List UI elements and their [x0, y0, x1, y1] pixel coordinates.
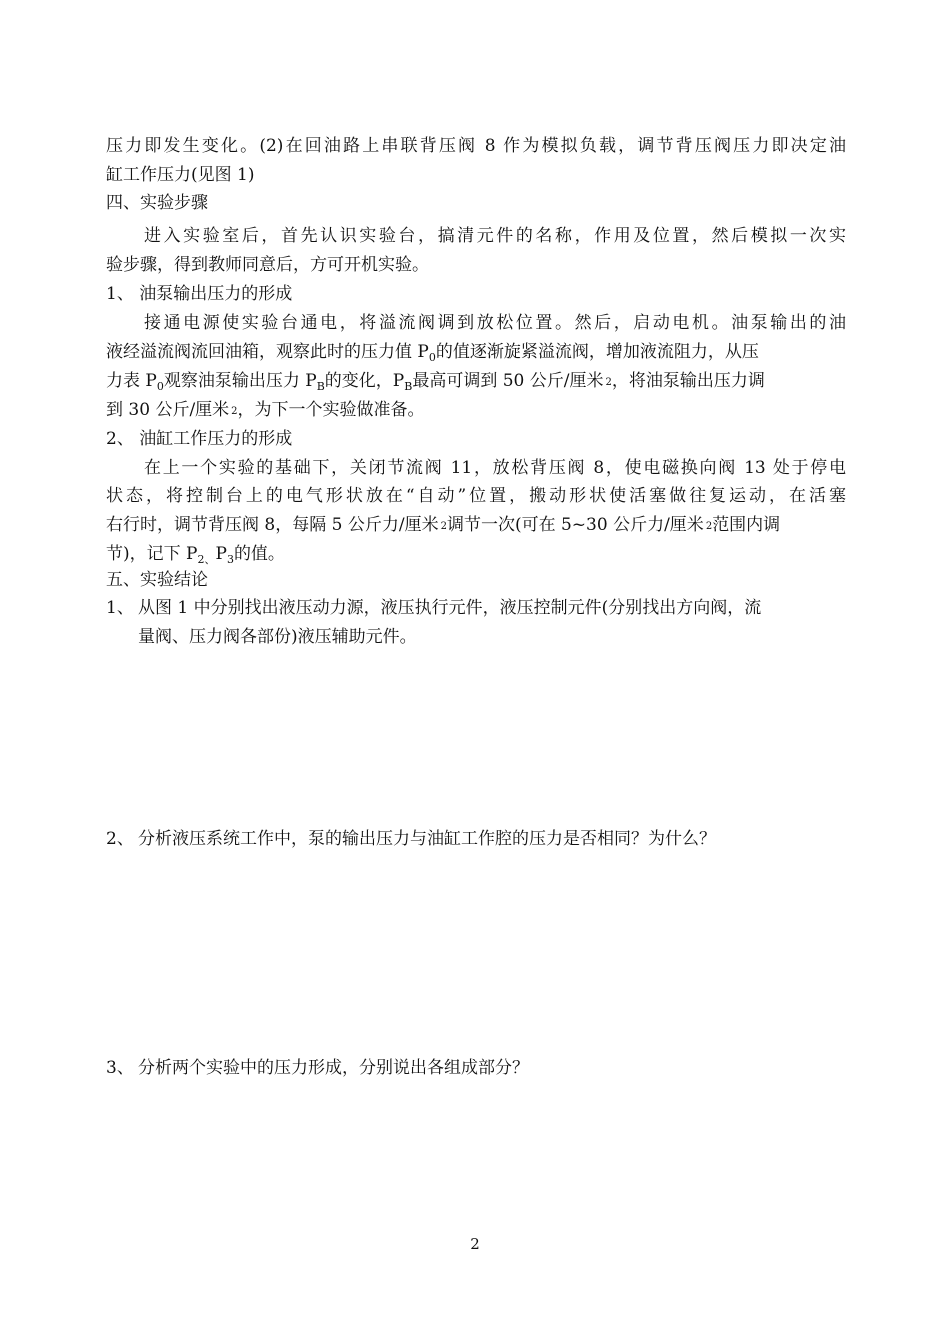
superscript: 2 — [605, 377, 612, 388]
text-run: 最高可调到 50 公斤/厘米 — [412, 371, 604, 391]
body-line — [106, 513, 846, 537]
question-text: 从图 1 中分别找出液压动力源，液压执行元件，液压控制元件(分别找出方向阀，流 — [138, 598, 762, 618]
question-number: 3、 — [106, 1058, 134, 1078]
body-line — [106, 542, 846, 566]
text-run: 力表 P — [106, 371, 157, 391]
body-line — [106, 369, 846, 393]
subscript: 0 — [428, 351, 436, 364]
subsection-heading: 2、 油缸工作压力的形成 — [106, 429, 293, 449]
question-3 — [106, 1056, 529, 1080]
text-run: 节)，记下 P — [106, 544, 198, 564]
superscript: 2 — [440, 521, 447, 532]
section-heading: 四、实验步骤 — [106, 193, 208, 213]
body-line: 接通电源使实验台通电，将溢流阀调到放松位置。然后，启动电机。油泵输出的油 — [144, 313, 846, 333]
subscript: B — [404, 380, 413, 393]
question-1-continuation: 量阀、压力阀各部份)液压辅助元件。 — [138, 627, 417, 647]
text-run: 调节一次(可在 5~30 公斤力/厘米 — [446, 515, 704, 535]
body-line — [106, 340, 846, 364]
question-text: 分析两个实验中的压力形成，分别说出各组成部分？ — [138, 1058, 529, 1078]
section-heading: 五、实验结论 — [106, 570, 208, 590]
question-number: 2、 — [106, 829, 134, 849]
subscript: B — [316, 380, 325, 393]
subscript: 0 — [156, 380, 164, 393]
page-number: 2 — [470, 1235, 480, 1253]
question-number: 1、 — [106, 598, 134, 618]
question-text: 分析液压系统工作中，泵的输出压力与油缸工作腔的压力是否相同？为什么？ — [138, 829, 716, 849]
text-run: P — [215, 544, 227, 564]
superscript: 2 — [231, 406, 238, 417]
text-run: 的变化，P — [324, 371, 405, 391]
subscript: 3 — [226, 553, 234, 566]
body-line: 验步骤，得到教师同意后，方可开机实验。 — [106, 255, 429, 275]
text-run: 液经溢流阀流回油箱，观察此时的压力值 P — [106, 342, 429, 362]
subsection-heading: 1、 油泵输出压力的形成 — [106, 284, 293, 304]
body-line: 状态，将控制台上的电气形状放在“自动”位置，搬动形状使活塞做往复运动，在活塞 — [106, 486, 846, 506]
body-line: 在上一个实验的基础下，关闭节流阀 11，放松背压阀 8，使电磁换向阀 13 处于停电 — [144, 458, 846, 478]
text-run: 到 30 公斤/厘米 — [106, 400, 230, 420]
body-line: 进入实验室后，首先认识实验台，搞清元件的名称，作用及位置，然后模拟一次实 — [144, 226, 846, 246]
text-run: 观察油泵输出压力 P — [163, 371, 317, 391]
text-run: 右行时，调节背压阀 8，每隔 5 公斤力/厘米 — [106, 515, 439, 535]
question-2 — [106, 827, 716, 851]
superscript: 2 — [705, 521, 713, 532]
text-run: ，为下一个实验做准备。 — [237, 400, 425, 420]
text-run: 的值逐渐旋紧溢流阀，增加液流阻力，从压 — [435, 342, 759, 362]
subscript: 2、 — [197, 553, 216, 566]
text-run: ，将油泵输出压力调 — [611, 371, 765, 391]
body-line: 缸工作压力(见图 1) — [106, 165, 255, 185]
body-line: 压力即发生变化。(2)在回油路上串联背压阀 8 作为模拟负载，调节背压阀压力即决定油 — [106, 136, 846, 156]
text-run: 范围内调 — [712, 515, 781, 535]
text-run: 的值。 — [233, 544, 285, 564]
body-line — [106, 398, 846, 422]
question-1 — [106, 596, 761, 620]
